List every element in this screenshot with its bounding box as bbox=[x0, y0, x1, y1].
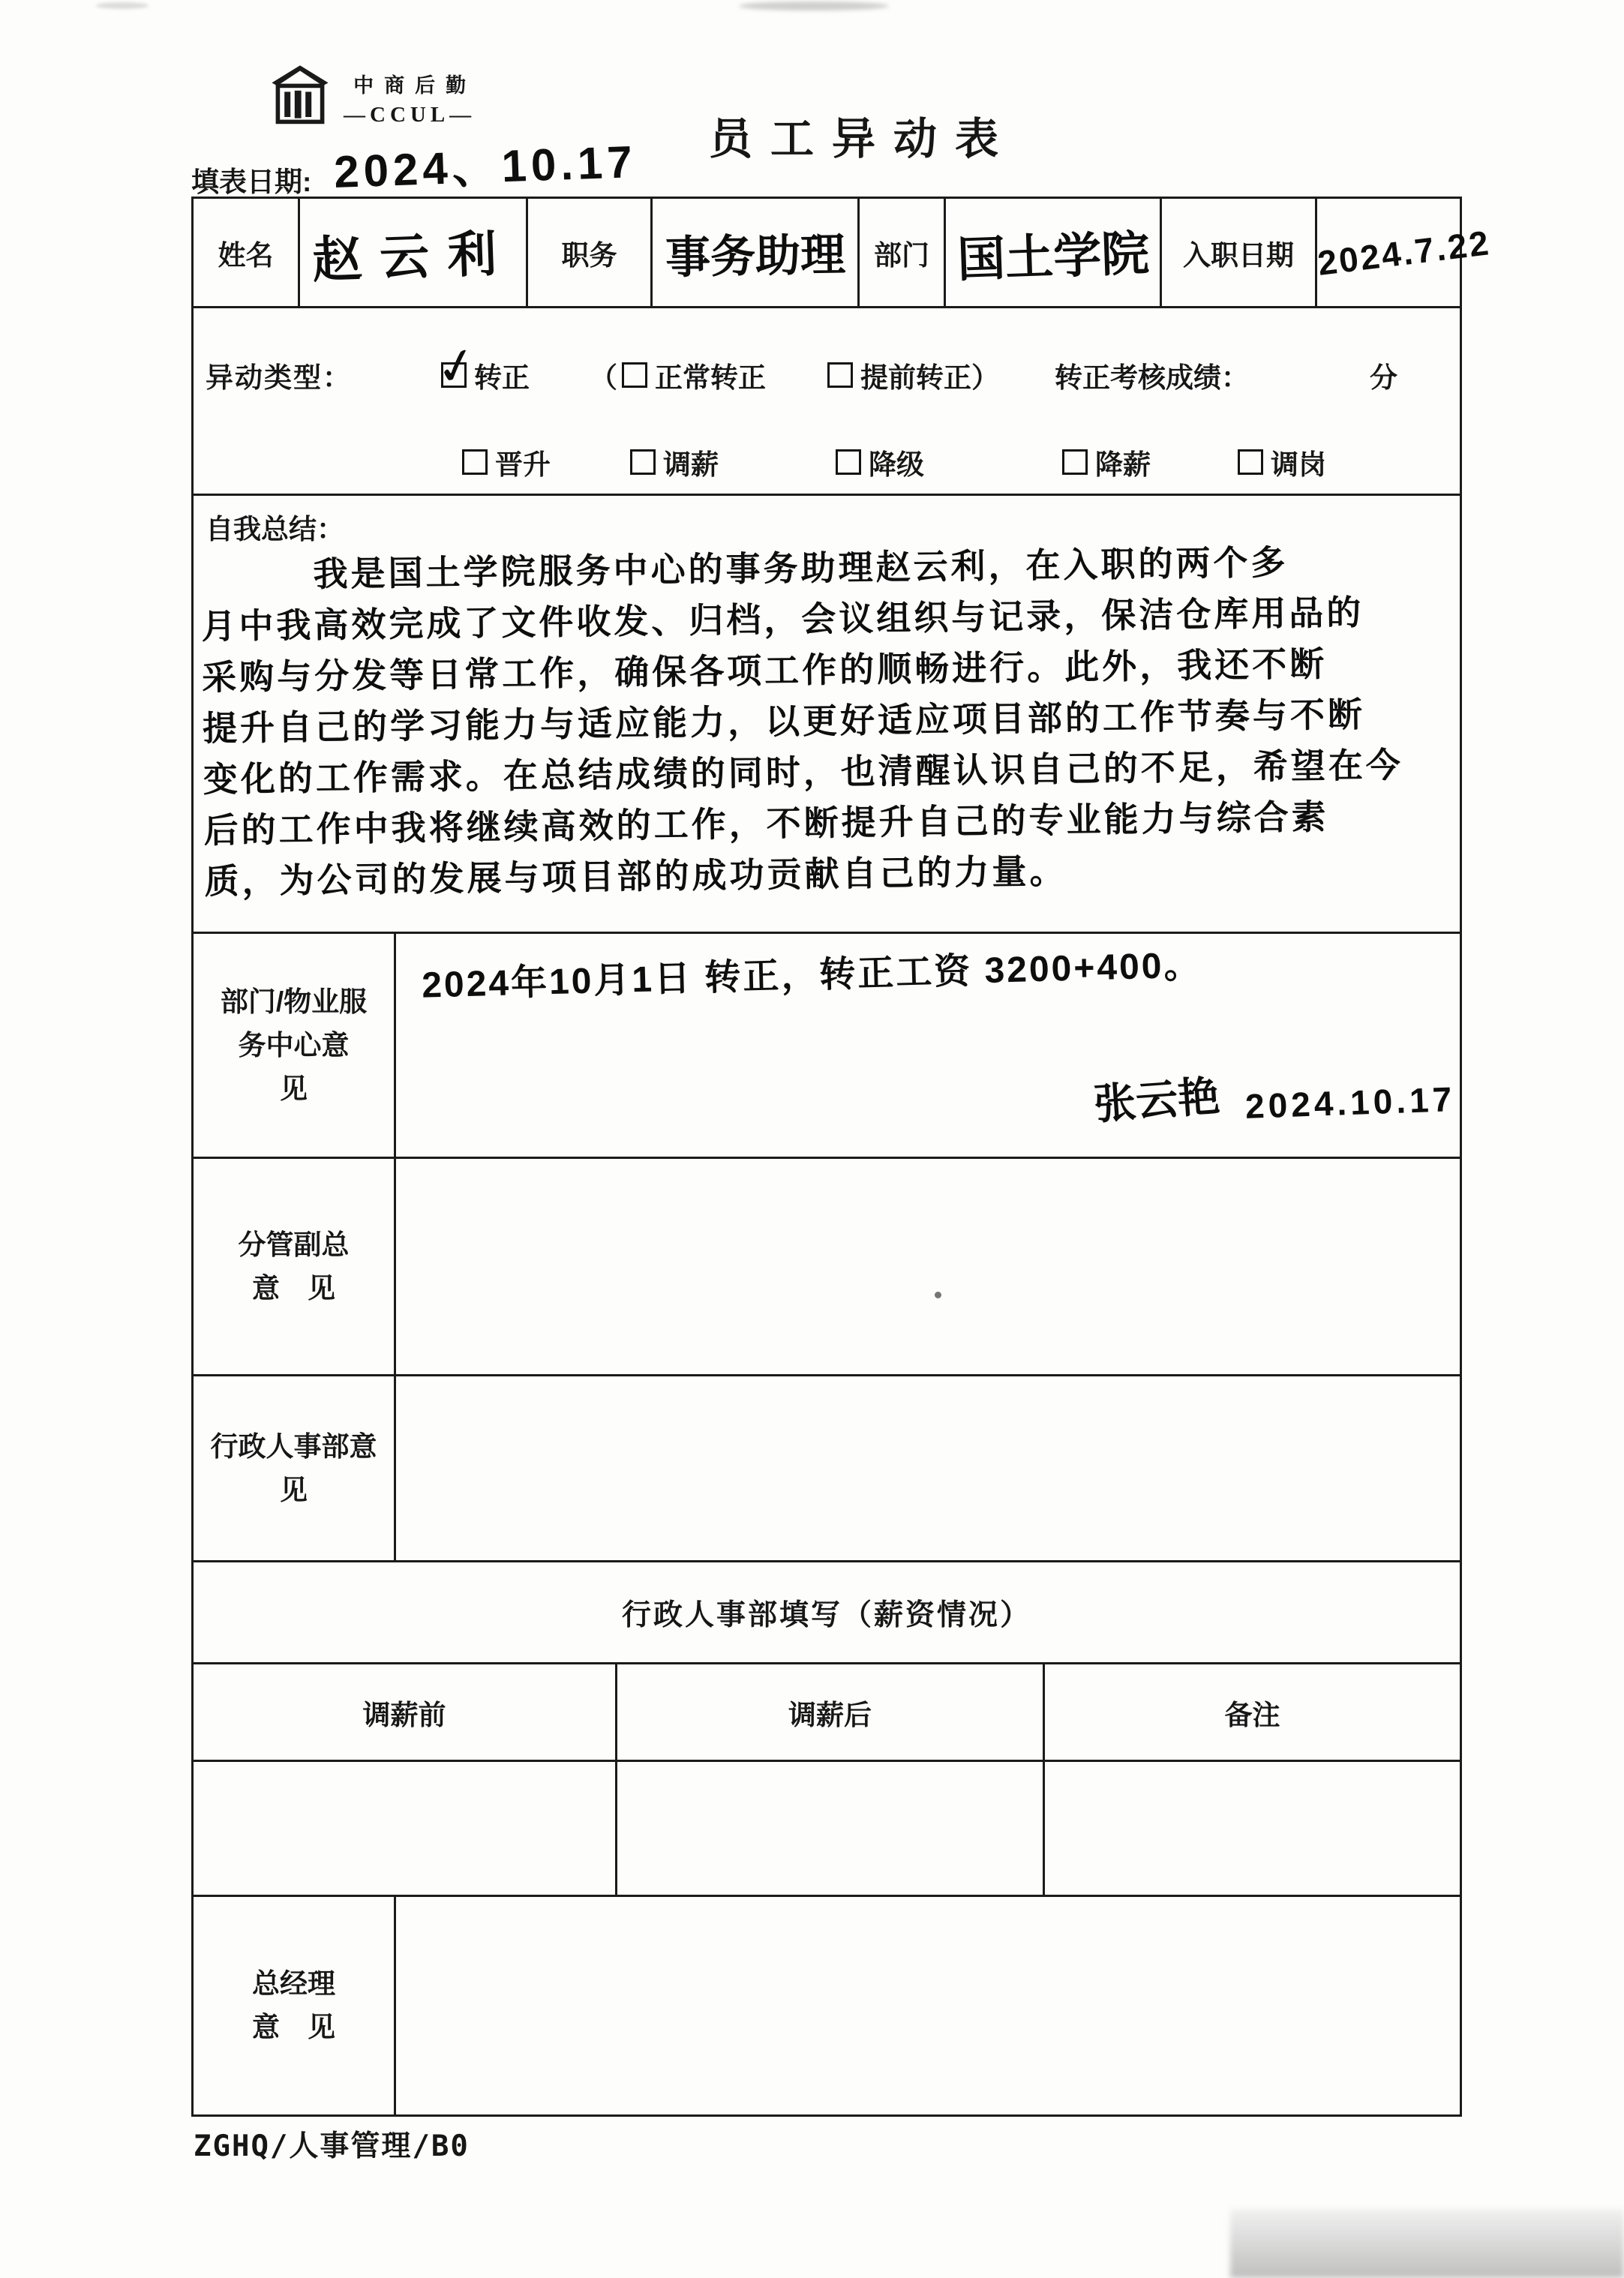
dept-opinion-signature: 张云艳 bbox=[1092, 1072, 1222, 1128]
option-tiaogang-label: 调岗 bbox=[1271, 449, 1326, 480]
change-type-row bbox=[194, 308, 1460, 496]
vp-opinion-label-line: 分管副总 bbox=[238, 1229, 350, 1260]
option-early bbox=[827, 355, 999, 395]
option-jinsheng-label: 晋升 bbox=[495, 449, 551, 480]
self-summary-cell bbox=[194, 496, 1460, 932]
department-label: 部门 bbox=[860, 199, 946, 306]
company-logo bbox=[270, 64, 476, 132]
hr-opinion-label bbox=[194, 1376, 396, 1560]
summary-line: 采购与分发等日常工作，确保各项工作的顺畅进行。此外，我还不断 bbox=[201, 644, 1328, 698]
hr-opinion-label-line: 见 bbox=[280, 1474, 308, 1505]
hr-opinion-content-cell bbox=[396, 1376, 1460, 1560]
checkbox-normal-icon bbox=[622, 362, 647, 388]
hire-date-value: 2024.7.22 bbox=[1315, 222, 1493, 283]
option-tiaogang bbox=[1238, 442, 1326, 482]
position-label: 职务 bbox=[528, 199, 653, 306]
self-summary-row bbox=[194, 496, 1460, 934]
department-value-cell bbox=[946, 199, 1162, 306]
position-value-cell bbox=[653, 199, 860, 306]
summary-line: 我是国土学院服务中心的事务助理赵云利，在入职的两个多 bbox=[313, 542, 1289, 594]
logo-text bbox=[344, 69, 476, 128]
option-tiaoxin bbox=[630, 442, 719, 482]
salary-data-row bbox=[194, 1762, 1460, 1897]
salary-section-header: 行政人事部填写（薪资情况） bbox=[621, 1598, 1031, 1631]
checkmark-icon: ✓ bbox=[430, 335, 483, 398]
dept-opinion-row bbox=[194, 934, 1460, 1159]
dept-opinion-label-line: 务中心意 bbox=[238, 1029, 350, 1061]
house-logo-icon bbox=[270, 64, 330, 132]
gm-opinion-label-line: 总经理 bbox=[252, 1968, 335, 1999]
paren-close: ） bbox=[971, 362, 999, 393]
option-jiangxin bbox=[1062, 442, 1151, 482]
option-jiangji-label: 降级 bbox=[869, 449, 924, 480]
fill-date-value: 2024、10.17 bbox=[333, 136, 638, 198]
fill-date-label: 填表日期: bbox=[191, 167, 312, 197]
employee-change-table bbox=[191, 197, 1493, 2117]
summary-line: 提升自己的学习能力与适应能力，以更好适应项目部的工作节奏与不断 bbox=[202, 695, 1366, 749]
salary-after-value bbox=[617, 1762, 1045, 1895]
checkbox-jiangxin-icon bbox=[1062, 449, 1088, 475]
checkbox-tiaogang-icon bbox=[1238, 449, 1263, 475]
option-jiangxin-label: 降薪 bbox=[1095, 449, 1151, 480]
basic-info-row bbox=[194, 199, 1493, 308]
summary-line: 月中我高效完成了文件收发、归档，会议组织与记录，保洁仓库用品的 bbox=[201, 593, 1364, 647]
option-jiangji bbox=[836, 442, 924, 482]
position-value: 事务助理 bbox=[665, 229, 846, 283]
vp-opinion-row bbox=[194, 1159, 1460, 1376]
hr-opinion-row bbox=[194, 1376, 1460, 1562]
gm-opinion-row bbox=[194, 1897, 1460, 2114]
salary-note-value bbox=[1045, 1762, 1460, 1895]
logo-brand-en: —CCUL— bbox=[344, 102, 476, 127]
option-zhuanzheng-label: 转正 bbox=[474, 362, 530, 393]
checkbox-tiaoxin-icon bbox=[630, 449, 656, 475]
name-value-cell bbox=[300, 199, 528, 306]
hr-opinion-label-line: 行政人事部意 bbox=[210, 1430, 377, 1462]
self-summary-label: 自我总结： bbox=[206, 514, 344, 545]
summary-line: 后的工作中我将继续高效的工作，不断提升自己的专业能力与综合素 bbox=[203, 797, 1329, 851]
department-value: 国土学院 bbox=[956, 226, 1150, 287]
checkbox-jiangji-icon bbox=[836, 449, 861, 475]
logo-brand-cn: 中商后勤 bbox=[353, 74, 477, 97]
dept-opinion-content-cell bbox=[396, 934, 1460, 1157]
dept-opinion-label bbox=[194, 934, 396, 1157]
gm-opinion-content-cell bbox=[396, 1897, 1460, 2114]
change-type-label: 异动类型： bbox=[206, 362, 352, 393]
name-value: 赵云利 bbox=[311, 225, 515, 288]
summary-line: 质，为公司的发展与项目部的成功贡献自己的力量。 bbox=[204, 851, 1067, 902]
dept-opinion-signature-row bbox=[1094, 1067, 1455, 1127]
dept-opinion-label-line: 见 bbox=[280, 1073, 308, 1104]
checkbox-jinsheng-icon bbox=[462, 449, 488, 475]
salary-col-before: 调薪前 bbox=[194, 1664, 617, 1760]
option-tiaoxin-label: 调薪 bbox=[663, 449, 719, 480]
checkbox-early-icon bbox=[827, 362, 853, 388]
paren-open: （ bbox=[590, 362, 617, 393]
salary-col-note: 备注 bbox=[1224, 1699, 1280, 1730]
salary-col-after: 调薪后 bbox=[617, 1664, 1045, 1760]
option-zhuanzheng bbox=[430, 335, 530, 398]
option-early-label: 提前转正 bbox=[860, 362, 971, 393]
scan-smudge-top bbox=[739, 2, 889, 11]
scan-smudge-top-left bbox=[96, 2, 149, 9]
gm-opinion-label bbox=[194, 1897, 396, 2114]
vp-opinion-label-line: 意 见 bbox=[252, 1272, 335, 1304]
option-jinsheng bbox=[462, 442, 551, 482]
page-title: 员工异动表 bbox=[708, 115, 1016, 164]
hire-date-label: 入职日期 bbox=[1162, 199, 1317, 306]
scan-corner-shadow bbox=[1230, 2209, 1624, 2278]
salary-before-value bbox=[194, 1762, 617, 1895]
change-type-cell bbox=[194, 308, 1460, 494]
dept-opinion-label-line: 部门/物业服 bbox=[220, 986, 368, 1017]
vp-opinion-label bbox=[194, 1159, 396, 1374]
dept-opinion-sign-date: 2024.10.17 bbox=[1244, 1079, 1457, 1126]
form-code: ZGHQ/人事管理/B0 bbox=[194, 2129, 470, 2163]
name-label: 姓名 bbox=[194, 199, 300, 306]
checkbox-zhuanzheng-icon bbox=[430, 335, 483, 398]
option-normal bbox=[590, 355, 766, 395]
score-label: 转正考核成绩： bbox=[1055, 362, 1249, 393]
salary-section-header-row bbox=[194, 1562, 1460, 1664]
hire-date-value-cell bbox=[1317, 199, 1491, 306]
summary-line: 变化的工作需求。在总结成绩的同时，也清醒认识自己的不足，希望在今 bbox=[203, 745, 1404, 800]
dept-opinion-content: 2024年10月1日 转正，转正工资 3200+400。 bbox=[421, 945, 1203, 1006]
option-normal-label: 正常转正 bbox=[655, 362, 766, 393]
salary-header-row bbox=[194, 1664, 1460, 1762]
self-summary-text bbox=[200, 535, 1451, 907]
vp-opinion-content-cell bbox=[396, 1159, 1460, 1374]
gm-opinion-label-line: 意 见 bbox=[252, 2012, 335, 2042]
score-unit: 分 bbox=[1370, 362, 1397, 393]
